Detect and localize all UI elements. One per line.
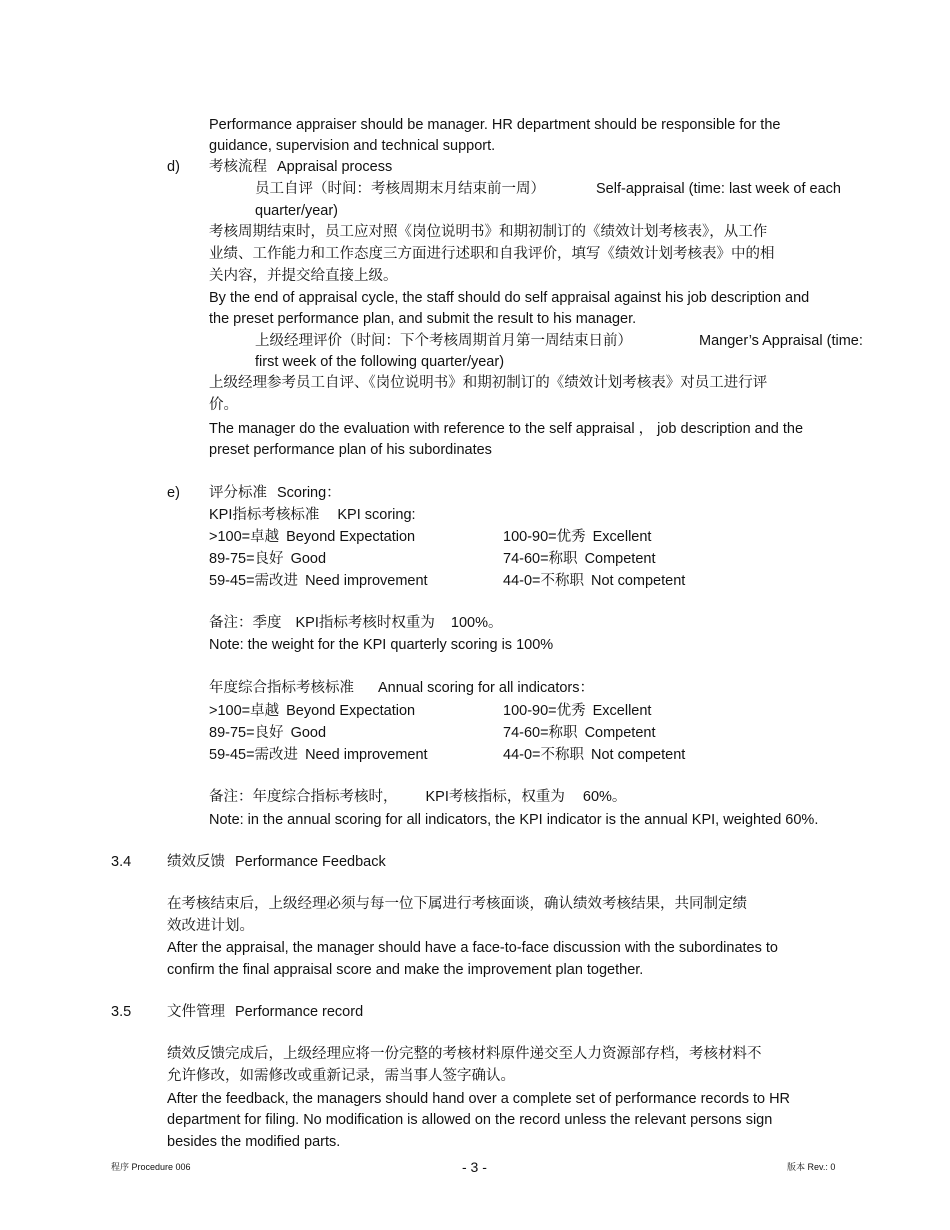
- kpi-scale-label: 59-45=需改进: [209, 573, 299, 589]
- kpi-scale-row: [503, 527, 651, 549]
- manager-appraisal-body-zh-2: 价。: [209, 397, 238, 413]
- feedback-body-en-1: After the appraisal, the manager should have a face-to-face discussion with the subordinates to: [167, 940, 778, 956]
- kpi-scale-label: 100-90=优秀: [503, 529, 586, 545]
- manager-appraisal-heading-en: Manger’s Appraisal (time:: [699, 333, 863, 349]
- section-3-5-number: 3.5: [111, 1004, 132, 1020]
- manager-appraisal-heading-en-cont: first week of the following quarter/year): [255, 354, 505, 370]
- manager-appraisal-body-zh-1: 上级经理参考员工自评、《岗位说明书》和期初制订的《绩效计划考核表》对员工进行评: [209, 375, 768, 391]
- annual-scale-row: [503, 745, 685, 767]
- footer-revision: 版本 Rev.: 0: [787, 1162, 836, 1172]
- annual-scale-desc: Competent: [584, 725, 656, 741]
- kpi-scale-row: [503, 549, 656, 571]
- record-body-en-1: After the feedback, the managers should hand over a complete set of performance records to HR: [167, 1091, 791, 1107]
- footer-procedure: 程序 Procedure 006: [111, 1162, 191, 1172]
- kpi-scale-label: 74-60=称职: [503, 551, 578, 567]
- annual-scale-row: [503, 701, 651, 723]
- section-e-marker: e): [167, 485, 180, 501]
- annual-scale-row: [209, 723, 326, 745]
- self-appraisal-body-en-1: By the end of appraisal cycle, the staff should do self appraisal against his job description and: [209, 290, 810, 306]
- manager-appraisal-body-en-1: The manager do the evaluation with reference to the self appraisal ， job description and the: [209, 421, 804, 437]
- kpi-scale-desc: Excellent: [592, 529, 652, 545]
- record-body-en-3: besides the modified parts.: [167, 1134, 341, 1150]
- annual-scale-desc: Not competent: [591, 747, 686, 763]
- annual-scoring-heading: [209, 678, 594, 700]
- section-d-title-zh: 考核流程: [209, 159, 267, 175]
- section-3-4-title-en: Performance Feedback: [235, 854, 386, 870]
- annual-scale-desc: Beyond Expectation: [286, 703, 416, 719]
- kpi-scale-desc: Competent: [584, 551, 656, 567]
- section-d-title-en: Appraisal process: [277, 159, 393, 175]
- annual-scale-label: 100-90=优秀: [503, 703, 586, 719]
- self-appraisal-body-zh-2: 业绩、工作能力和工作态度三方面进行述职和自我评价，填写《绩效计划考核表》中的相: [209, 246, 775, 262]
- section-3-4-title-zh: 绩效反馈: [167, 854, 225, 870]
- kpi-note-en: Note: the weight for the KPI quarterly scoring is 100%: [209, 637, 554, 653]
- annual-scoring-title-en: Annual scoring for all indicators：: [378, 680, 594, 696]
- annual-scale-desc: Need improvement: [305, 747, 428, 763]
- kpi-scoring-heading: [209, 505, 416, 527]
- manager-appraisal-body-en-2: preset performance plan of his subordinates: [209, 442, 492, 458]
- self-appraisal-body-en-2: the preset performance plan, and submit the result to his manager.: [209, 311, 637, 327]
- section-3-5-heading: [167, 1002, 363, 1024]
- manager-appraisal-heading-zh: 上级经理评价（时间：下个考核周期首月第一周结束日前）: [255, 333, 632, 349]
- self-appraisal-heading-en: Self-appraisal (time: last week of each: [596, 181, 841, 197]
- annual-scale-label: 74-60=称职: [503, 725, 578, 741]
- kpi-scale-label: >100=卓越: [209, 529, 280, 545]
- annual-scale-label: 89-75=良好: [209, 725, 284, 741]
- kpi-scale-row: [209, 549, 326, 571]
- kpi-scale-desc: Good: [290, 551, 327, 567]
- self-appraisal-heading-en-cont: quarter/year): [255, 203, 339, 219]
- section-e-heading: [209, 483, 341, 505]
- section-3-4-heading: [167, 852, 386, 874]
- feedback-body-en-2: confirm the final appraisal score and make the improvement plan together.: [167, 962, 644, 978]
- section-d-marker: d): [167, 159, 180, 175]
- kpi-scoring-title-zh: KPI指标考核标准: [209, 507, 320, 523]
- feedback-body-zh-2: 效改进计划。: [167, 918, 254, 934]
- kpi-scale-label: 89-75=良好: [209, 551, 284, 567]
- kpi-scale-desc: Need improvement: [305, 573, 428, 589]
- annual-scale-desc: Excellent: [592, 703, 652, 719]
- section-3-5-title-zh: 文件管理: [167, 1004, 225, 1020]
- kpi-scale-row: [209, 571, 428, 593]
- record-body-zh-2: 允许修改，如需修改或重新记录，需当事人签字确认。: [167, 1068, 515, 1084]
- self-appraisal-heading-zh: 员工自评（时间：考核周期末月结束前一周）: [255, 181, 545, 197]
- kpi-scale-desc: Not competent: [591, 573, 686, 589]
- annual-scoring-title-zh: 年度综合指标考核标准: [209, 680, 354, 696]
- record-body-zh-1: 绩效反馈完成后，上级经理应将一份完整的考核材料原件递交至人力资源部存档，考核材料不: [167, 1046, 762, 1062]
- kpi-scoring-title-en: KPI scoring:: [337, 507, 416, 523]
- kpi-note-zh: 备注：季度 KPI指标考核时权重为 100%。: [209, 615, 503, 631]
- section-d-heading: [209, 157, 392, 179]
- annual-scale-label: 44-0=不称职: [503, 747, 584, 763]
- annual-scale-desc: Good: [290, 725, 327, 741]
- annual-scale-label: 59-45=需改进: [209, 747, 299, 763]
- annual-scale-row: [503, 723, 656, 745]
- intro-line-2: guidance, supervision and technical support.: [209, 138, 496, 154]
- page-number: - 3 -: [462, 1159, 487, 1175]
- intro-line-1: Performance appraiser should be manager. HR department should be responsible for the: [209, 117, 781, 133]
- section-3-5-title-en: Performance record: [235, 1004, 364, 1020]
- annual-note-en: Note: in the annual scoring for all indicators, the KPI indicator is the annual KPI, weighted 60%.: [209, 812, 819, 828]
- annual-scale-label: >100=卓越: [209, 703, 280, 719]
- record-body-en-2: department for filing. No modification is allowed on the record unless the relevant persons sign: [167, 1112, 773, 1128]
- section-e-title-en: Scoring：: [277, 485, 341, 501]
- annual-scale-row: [209, 701, 415, 723]
- kpi-scale-row: [209, 527, 415, 549]
- kpi-scale-desc: Beyond Expectation: [286, 529, 416, 545]
- kpi-scale-label: 44-0=不称职: [503, 573, 584, 589]
- section-e-title-zh: 评分标准: [209, 485, 267, 501]
- self-appraisal-body-zh-1: 考核周期结束时，员工应对照《岗位说明书》和期初制订的《绩效计划考核表》，从工作: [209, 224, 768, 240]
- self-appraisal-body-zh-3: 关内容，并提交给直接上级。: [209, 268, 398, 284]
- annual-scale-row: [209, 745, 428, 767]
- feedback-body-zh-1: 在考核结束后，上级经理必须与每一位下属进行考核面谈，确认绩效考核结果，共同制定绩: [167, 896, 747, 912]
- annual-note-zh: 备注：年度综合指标考核时， KPI考核指标，权重为 60%。: [209, 789, 627, 805]
- section-3-4-number: 3.4: [111, 854, 132, 870]
- kpi-scale-row: [503, 571, 685, 593]
